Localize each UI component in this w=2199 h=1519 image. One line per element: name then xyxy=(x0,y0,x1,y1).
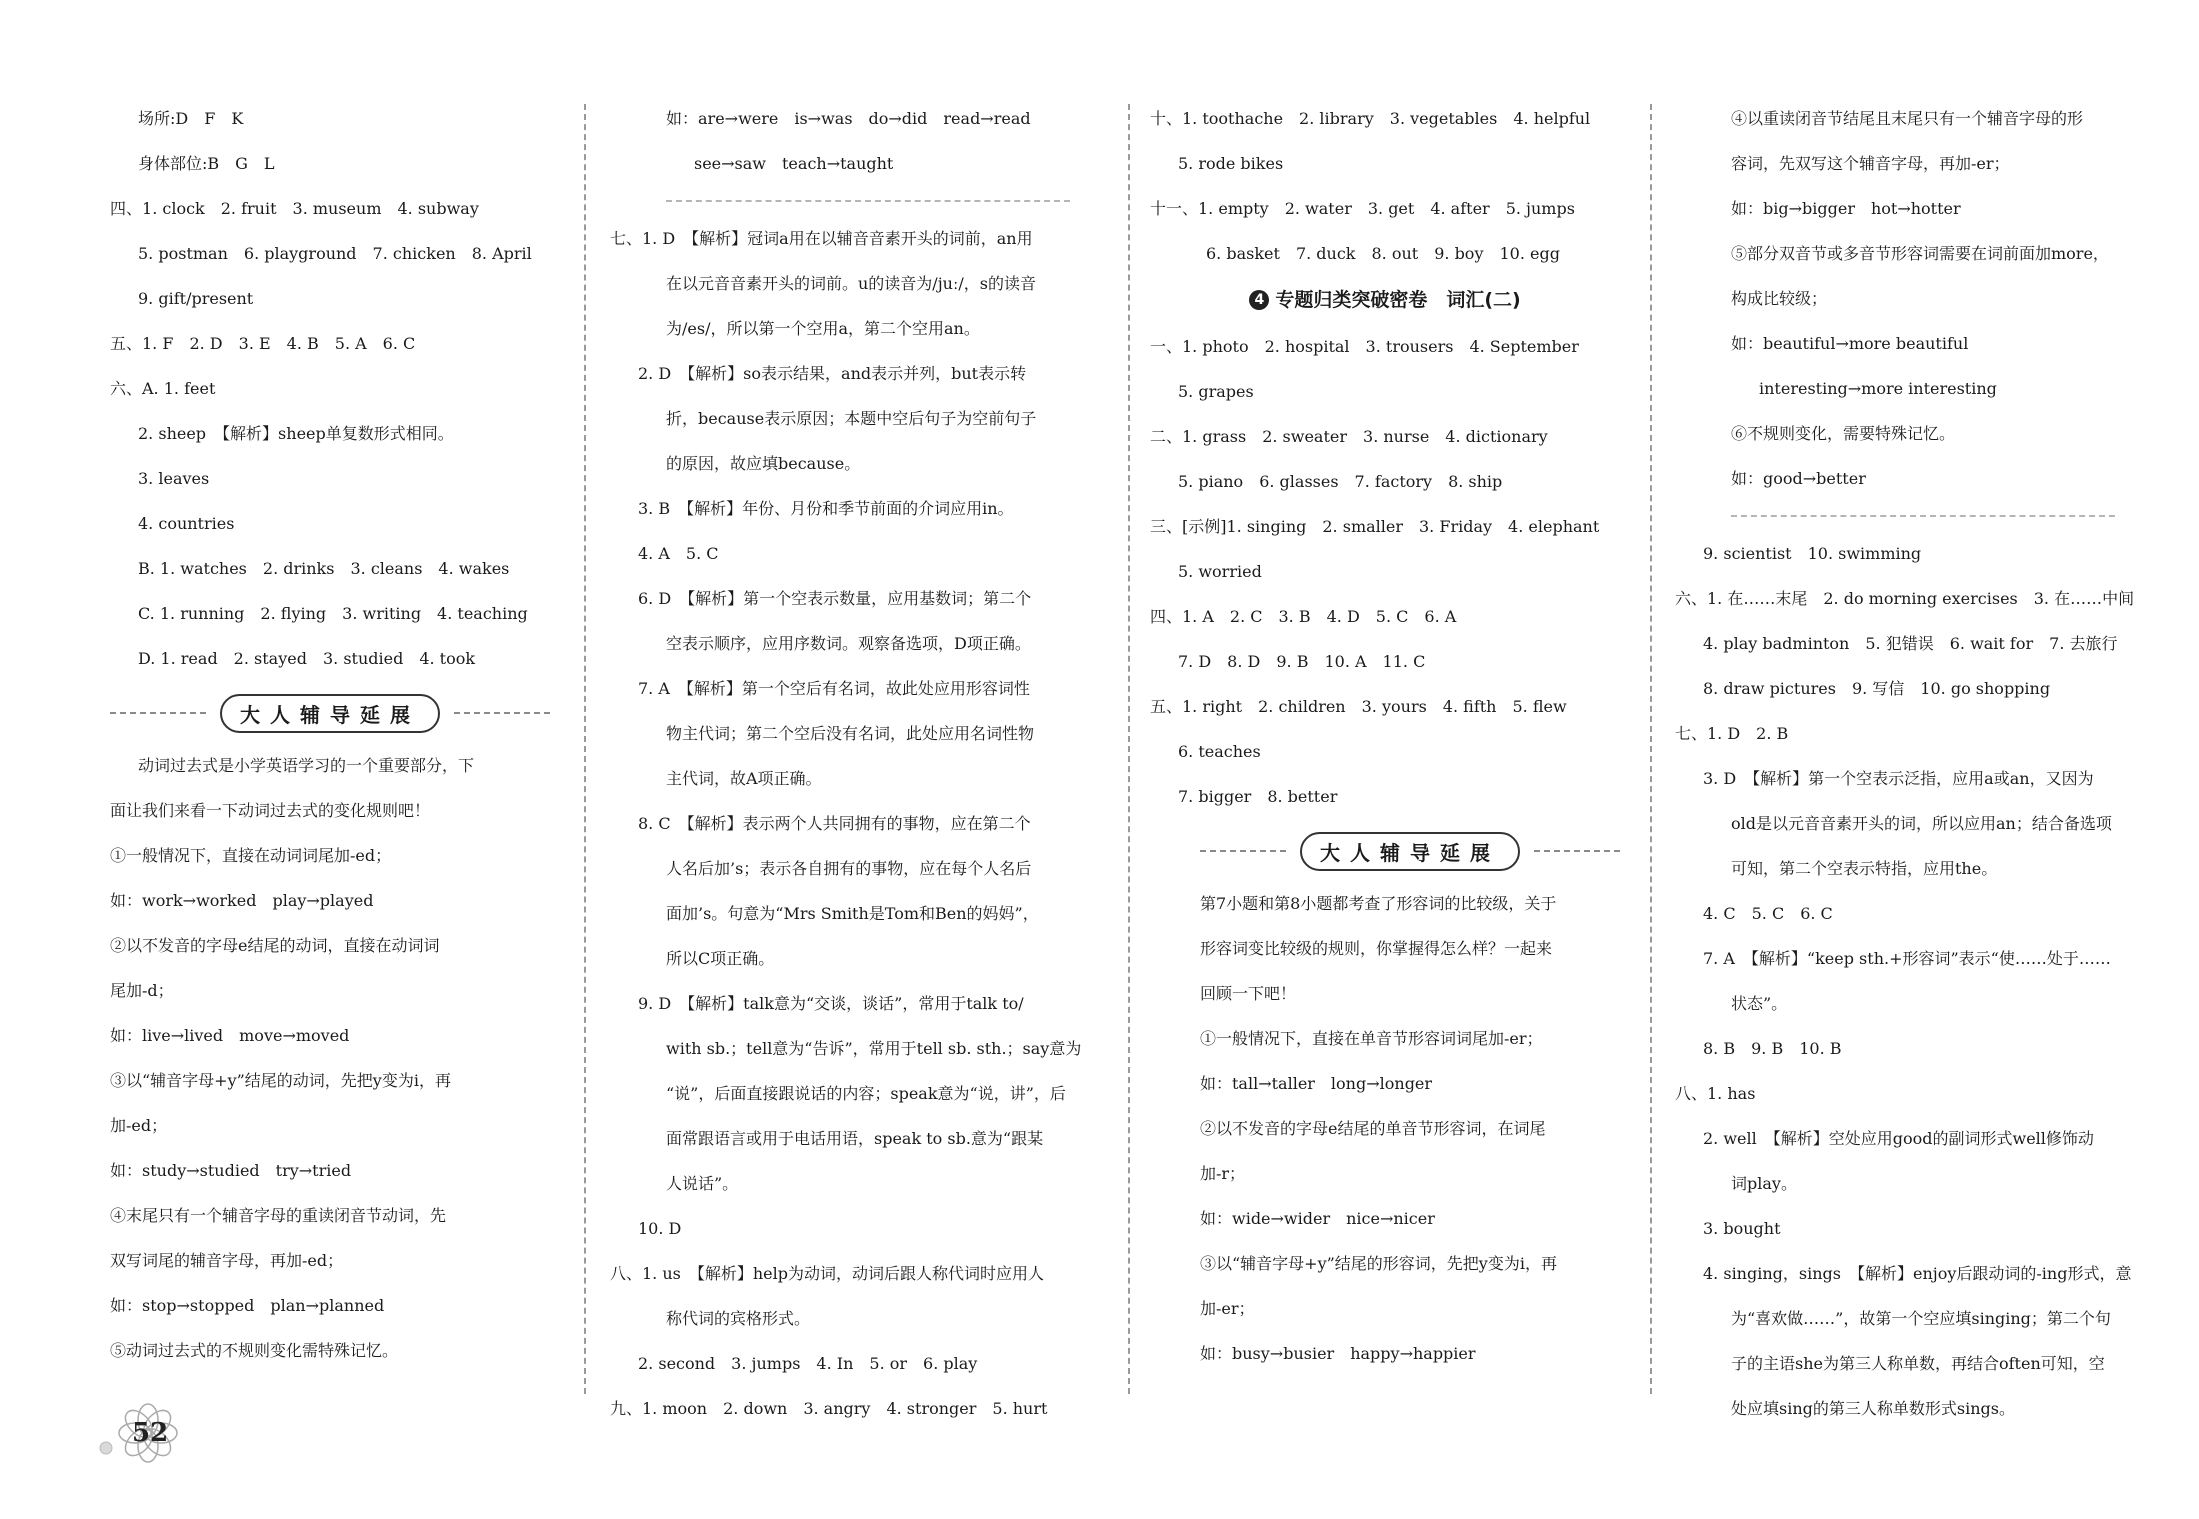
page-number xyxy=(88,1400,178,1466)
answer-line: 主代词，故A项正确。 xyxy=(666,769,822,788)
banner-title: 大人辅导延展 xyxy=(220,694,440,733)
answer-line: 处应填sing的第三人称单数形式sings。 xyxy=(1731,1399,2015,1418)
extension-line: ④末尾只有一个辅音字母的重读闭音节动词，先 xyxy=(110,1206,447,1225)
heading-number-badge: 4 xyxy=(1249,290,1269,310)
answer-line: 5. postman 6. playground 7. chicken 8. April xyxy=(138,244,532,263)
answer-line: 7. A 【解析】第一个空后有名词，故此处应用形容词性 xyxy=(638,679,1030,698)
answer-line: 面加’s。句意为“Mrs Smith是Tom和Ben的妈妈”， xyxy=(666,904,1039,923)
extension-line: 如：tall→taller long→longer xyxy=(1200,1074,1433,1093)
answer-line: 身体部位:B G L xyxy=(138,154,275,173)
answer-line: 九、1. moon 2. down 3. angry 4. stronger 5. hurt xyxy=(610,1399,1048,1418)
extension-line: 加-ed； xyxy=(110,1116,168,1135)
extension-line: interesting→more interesting xyxy=(1759,379,1997,398)
answer-line: 状态”。 xyxy=(1731,994,1788,1013)
banner-rule xyxy=(1534,850,1620,852)
answer-line: with sb.；tell意为“告诉”，常用于tell sb. sth.；say意为 xyxy=(666,1039,1082,1058)
banner-rule xyxy=(110,712,206,714)
answer-line: 物主代词；第二个空后没有名词，此处应用名词性物 xyxy=(666,724,1035,743)
answer-line: 场所:D F K xyxy=(138,109,244,128)
answer-line: 人名后加’s；表示各自拥有的事物，应在每个人名后 xyxy=(666,859,1032,878)
answer-line: C. 1. running 2. flying 3. writing 4. teaching xyxy=(138,604,528,623)
answer-line: 6. teaches xyxy=(1178,742,1261,761)
extension-line: 如：study→studied try→tried xyxy=(110,1161,352,1180)
extension-line: 容词，先双写这个辅音字母，再加-er； xyxy=(1731,154,2010,173)
answer-line: 的原因，故应填because。 xyxy=(666,454,861,473)
extension-line: ⑤动词过去式的不规则变化需特殊记忆。 xyxy=(110,1341,399,1360)
answer-line: 2. well 【解析】空处应用good的副词形式well修饰动 xyxy=(1703,1129,2094,1148)
answer-line: 8. draw pictures 9. 写信 10. go shopping xyxy=(1703,679,2051,698)
tutor-extension-banner xyxy=(1150,827,1620,875)
extension-line: 形容词变比较级的规则，你掌握得怎么样？一起来 xyxy=(1200,939,1553,958)
answer-line: 5. rode bikes xyxy=(1178,154,1284,173)
extension-line: 第7小题和第8小题都考查了形容词的比较级，关于 xyxy=(1200,894,1557,913)
extension-line: ③以“辅音字母+y”结尾的动词，先把y变为i，再 xyxy=(110,1071,451,1090)
extension-line: 如：good→better xyxy=(1731,469,1866,488)
answer-line: 所以C项正确。 xyxy=(666,949,775,968)
column-3 xyxy=(1150,96,1620,1376)
answer-line: 面常跟语言或用于电话用语，speak to sb.意为“跟某 xyxy=(666,1129,1044,1148)
answer-line: D. 1. read 2. stayed 3. studied 4. took xyxy=(138,649,476,668)
answer-line: 称代词的宾格形式。 xyxy=(666,1309,811,1328)
answer-line: 五、1. F 2. D 3. E 4. B 5. A 6. C xyxy=(110,334,416,353)
extension-line: 动词过去式是小学英语学习的一个重要部分，下 xyxy=(138,756,475,775)
extension-line: 如：big→bigger hot→hotter xyxy=(1731,199,1961,218)
column-2 xyxy=(610,96,1082,1431)
extension-line: 构成比较级； xyxy=(1731,289,1828,308)
extension-line: 如：beautiful→more beautiful xyxy=(1731,334,1969,353)
banner-rule xyxy=(454,712,550,714)
extension-line: 如：are→were is→was do→did read→read xyxy=(666,109,1031,128)
answer-line: 5. worried xyxy=(1178,562,1262,581)
answer-line: 7. A 【解析】“keep sth.+形容词”表示“使……处于…… xyxy=(1703,949,2111,968)
answer-line: 10. D xyxy=(638,1219,682,1238)
answer-line: 三、[示例]1. singing 2. smaller 3. Friday 4. elephant xyxy=(1150,517,1600,536)
answer-line: 五、1. right 2. children 3. yours 4. fifth 5. flew xyxy=(1150,697,1567,716)
answer-line: 8. C 【解析】表示两个人共同拥有的事物，应在第二个 xyxy=(638,814,1031,833)
heading-text: 专题归类突破密卷 词汇(二) xyxy=(1275,289,1521,311)
answer-text: 1. clock 2. fruit 3. museum 4. subway xyxy=(142,199,479,218)
answer-line: 2. second 3. jumps 4. In 5. or 6. play xyxy=(638,1354,978,1373)
answer-line: 2. sheep 【解析】sheep单复数形式相同。 xyxy=(138,424,454,443)
answer-line: 4. C 5. C 6. C xyxy=(1703,904,1833,923)
answer-line: 六、1. 在……末尾 2. do morning exercises 3. 在……中间 xyxy=(1675,589,2135,608)
answer-line: 6. basket 7. duck 8. out 9. boy 10. egg xyxy=(1206,244,1560,263)
answer-line: 9. D 【解析】talk意为“交谈，谈话”，常用于talk to/ xyxy=(638,994,1024,1013)
extension-line: 加-er； xyxy=(1200,1299,1255,1318)
banner-rule xyxy=(1200,850,1286,852)
answer-line: 9. gift/present xyxy=(138,289,254,308)
answer-line: 六、A. 1. feet xyxy=(110,379,216,398)
answer-line: 4. countries xyxy=(138,514,235,533)
answer-line: 二、1. grass 2. sweater 3. nurse 4. dictionary xyxy=(1150,427,1548,446)
answer-line: 5. piano 6. glasses 7. factory 8. ship xyxy=(1178,472,1503,491)
answer-line: 一、1. photo 2. hospital 3. trousers 4. September xyxy=(1150,337,1579,356)
section-separator xyxy=(1731,515,2115,517)
extension-line: 如：wide→wider nice→nicer xyxy=(1200,1209,1435,1228)
answer-line: 空表示顺序，应用序数词。观察备选项，D项正确。 xyxy=(666,634,1031,653)
answer-line: 可知，第二个空表示特指，应用the。 xyxy=(1731,859,1998,878)
answer-line: 4. play badminton 5. 犯错误 6. wait for 7. 去旅行 xyxy=(1703,634,2118,653)
extension-line: ①一般情况下，直接在单音节形容词词尾加-er； xyxy=(1200,1029,1543,1048)
section-heading xyxy=(1150,276,1620,324)
extension-line: 双写词尾的辅音字母，再加-ed； xyxy=(110,1251,344,1270)
answer-line: 十、1. toothache 2. library 3. vegetables 4. helpful xyxy=(1150,109,1591,128)
extension-line: ②以不发音的字母e结尾的动词，直接在动词词 xyxy=(110,936,440,955)
answer-line: 八、1. has xyxy=(1675,1084,1756,1103)
extension-line: 如：live→lived move→moved xyxy=(110,1026,350,1045)
answer-line: 4. singing，sings 【解析】enjoy后跟动词的-ing形式，意 xyxy=(1703,1264,2132,1283)
answer-line: 词play。 xyxy=(1731,1174,1797,1193)
page-number-text: 52 xyxy=(132,1418,169,1448)
answer-line: 八、1. us 【解析】help为动词，动词后跟人称代词时应用人 xyxy=(610,1264,1045,1283)
extension-line: 面让我们来看一下动词过去式的变化规则吧！ xyxy=(110,801,431,820)
answer-line: 折，because表示原因；本题中空后句子为空前句子 xyxy=(666,409,1037,428)
answer-line: 人说话”。 xyxy=(666,1174,739,1193)
extension-line: ⑤部分双音节或多音节形容词需要在词前面加more， xyxy=(1731,244,2109,263)
column-1 xyxy=(110,96,550,1373)
answer-line: 子的主语she为第三人称单数，再结合often可知，空 xyxy=(1731,1354,2105,1373)
extension-line: 回顾一下吧！ xyxy=(1200,984,1297,1003)
column-divider xyxy=(584,104,586,1394)
answer-line: 9. scientist 10. swimming xyxy=(1703,544,1922,563)
extension-line: ①一般情况下，直接在动词词尾加-ed； xyxy=(110,846,392,865)
answer-line: 十一、1. empty 2. water 3. get 4. after 5. jumps xyxy=(1150,199,1575,218)
answer-line: 4. A 5. C xyxy=(638,544,719,563)
answer-line: 七、1. D 【解析】冠词a用在以辅音音素开头的词前，an用 xyxy=(610,229,1033,248)
column-divider xyxy=(1650,104,1652,1394)
answer-line: 为/es/，所以第一个空用a，第二个空用an。 xyxy=(666,319,980,338)
extension-line: ②以不发音的字母e结尾的单音节形容词，在词尾 xyxy=(1200,1119,1546,1138)
answer-line: 3. D 【解析】第一个空表示泛指，应用a或an，又因为 xyxy=(1703,769,2094,788)
extension-line: see→saw teach→taught xyxy=(694,154,894,173)
answer-line: 在以元音音素开头的词前。u的读音为/juː/，s的读音 xyxy=(666,274,1036,293)
answer-line: 6. D 【解析】第一个空表示数量，应用基数词；第二个 xyxy=(638,589,1032,608)
answer-line: 四、1. A 2. C 3. B 4. D 5. C 6. A xyxy=(1150,607,1457,626)
section-separator xyxy=(666,200,1070,202)
answer-line: B. 1. watches 2. drinks 3. cleans 4. wakes xyxy=(138,559,510,578)
tutor-extension-banner xyxy=(110,689,550,737)
extension-line: ③以“辅音字母+y”结尾的形容词，先把y变为i，再 xyxy=(1200,1254,1557,1273)
extension-line: 如：stop→stopped plan→planned xyxy=(110,1296,385,1315)
extension-line: 如：busy→busier happy→happier xyxy=(1200,1344,1476,1363)
answer-line: 7. D 8. D 9. B 10. A 11. C xyxy=(1178,652,1426,671)
answer-line: 2. D 【解析】so表示结果，and表示并列，but表示转 xyxy=(638,364,1027,383)
answer-line: 为“喜欢做……”，故第一个空应填singing；第二个句 xyxy=(1731,1309,2111,1328)
answer-line: 8. B 9. B 10. B xyxy=(1703,1039,1842,1058)
extension-line: ④以重读闭音节结尾且末尾只有一个辅音字母的形 xyxy=(1731,109,2084,128)
section-label: 四、 xyxy=(110,199,143,218)
extension-line: 加-r； xyxy=(1200,1164,1246,1183)
answer-line xyxy=(110,186,550,231)
answer-line: 3. bought xyxy=(1703,1219,1781,1238)
answer-line: 3. B 【解析】年份、月份和季节前面的介词应用in。 xyxy=(638,499,1014,518)
extension-line: 尾加-d； xyxy=(110,981,174,1000)
answer-line: 5. grapes xyxy=(1178,382,1254,401)
column-4 xyxy=(1675,96,2135,1431)
extension-line: ⑥不规则变化，需要特殊记忆。 xyxy=(1731,424,1956,443)
banner-title: 大人辅导延展 xyxy=(1300,832,1520,871)
answer-line: old是以元音音素开头的词，所以应用an；结合备选项 xyxy=(1731,814,2112,833)
answer-line: 3. leaves xyxy=(138,469,210,488)
column-divider xyxy=(1128,104,1130,1394)
answer-line: 7. bigger 8. better xyxy=(1178,787,1338,806)
extension-line: 如：work→worked play→played xyxy=(110,891,374,910)
answer-line: “说”，后面直接跟说话的内容；speak意为“说，讲”，后 xyxy=(666,1084,1066,1103)
answer-line: 七、1. D 2. B xyxy=(1675,724,1789,743)
